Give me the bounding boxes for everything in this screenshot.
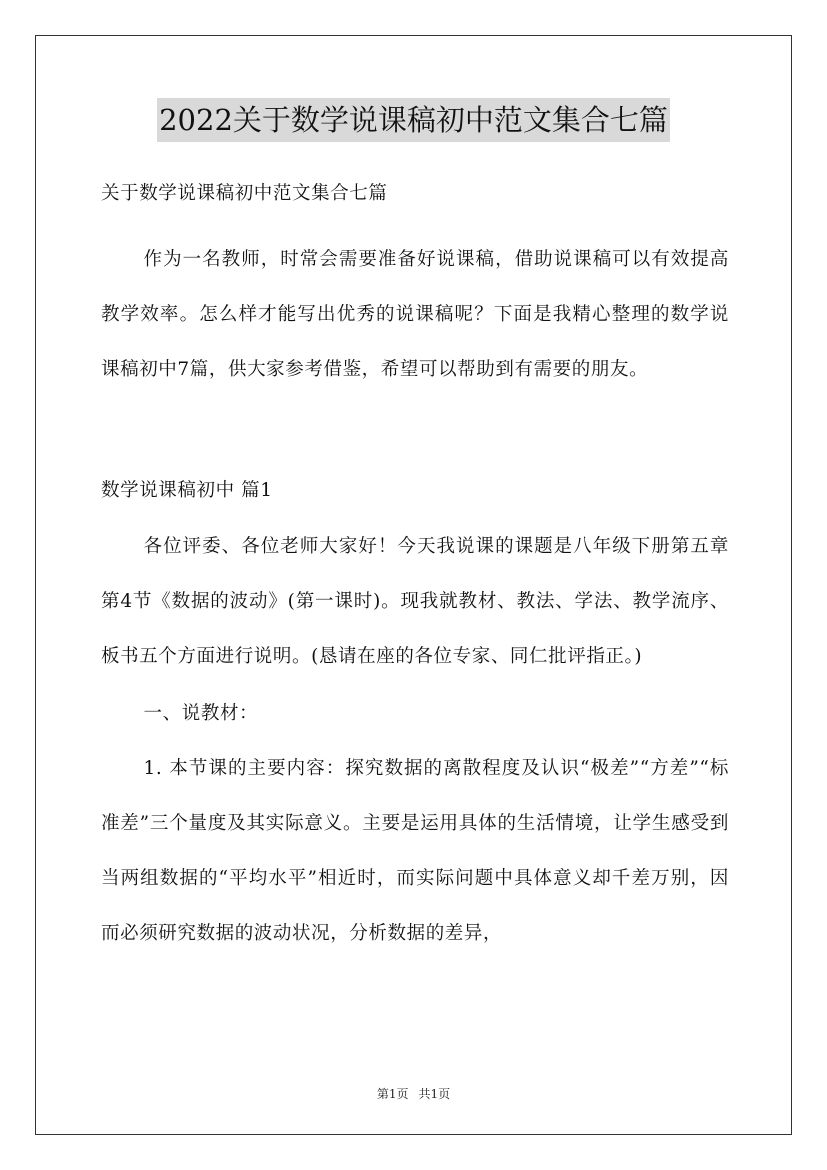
document-body: [101, 176, 729, 961]
page-total: 共1页: [418, 1087, 451, 1101]
body-paragraph-2: 一、说教材：: [143, 703, 259, 724]
document-subtitle: 关于数学说课稿初中范文集合七篇: [101, 183, 388, 204]
document-title: 2022关于数学说课稿初中范文集合七篇: [157, 98, 670, 142]
body-paragraph-1: 各位评委、各位老师大家好！今天我说课的课题是八年级下册第五章第4节《数据的波动》(第一课时)。现我就教材、教法、学法、教学流序、板书五个方面进行说明。(恳请在座的各位专家、同仁批评指正。): [101, 536, 729, 667]
page-footer: [0, 1085, 827, 1102]
body-paragraph-3: 1. 本节课的主要内容：探究数据的离散程度及认识“极差”“方差”“标准差”三个量度及其实际意义。主要是运用具体的生活情境，让学生感受到当两组数据的“平均水平”相近时，而实际问题中具体意义却千差万别，因而必须研究数据的波动状况，分析数据的差异，: [101, 758, 729, 944]
title-container: [0, 98, 827, 142]
section-heading: 数学说课稿初中 篇1: [101, 480, 273, 501]
intro-paragraph: 作为一名教师，时常会需要准备好说课稿，借助说课稿可以有效提高教学效率。怎么样才能写出优秀的说课稿呢？下面是我精心整理的数学说课稿初中7篇，供大家参考借鉴，希望可以帮助到有需要的朋友。: [101, 249, 729, 380]
page-number: 第1页: [376, 1087, 409, 1101]
